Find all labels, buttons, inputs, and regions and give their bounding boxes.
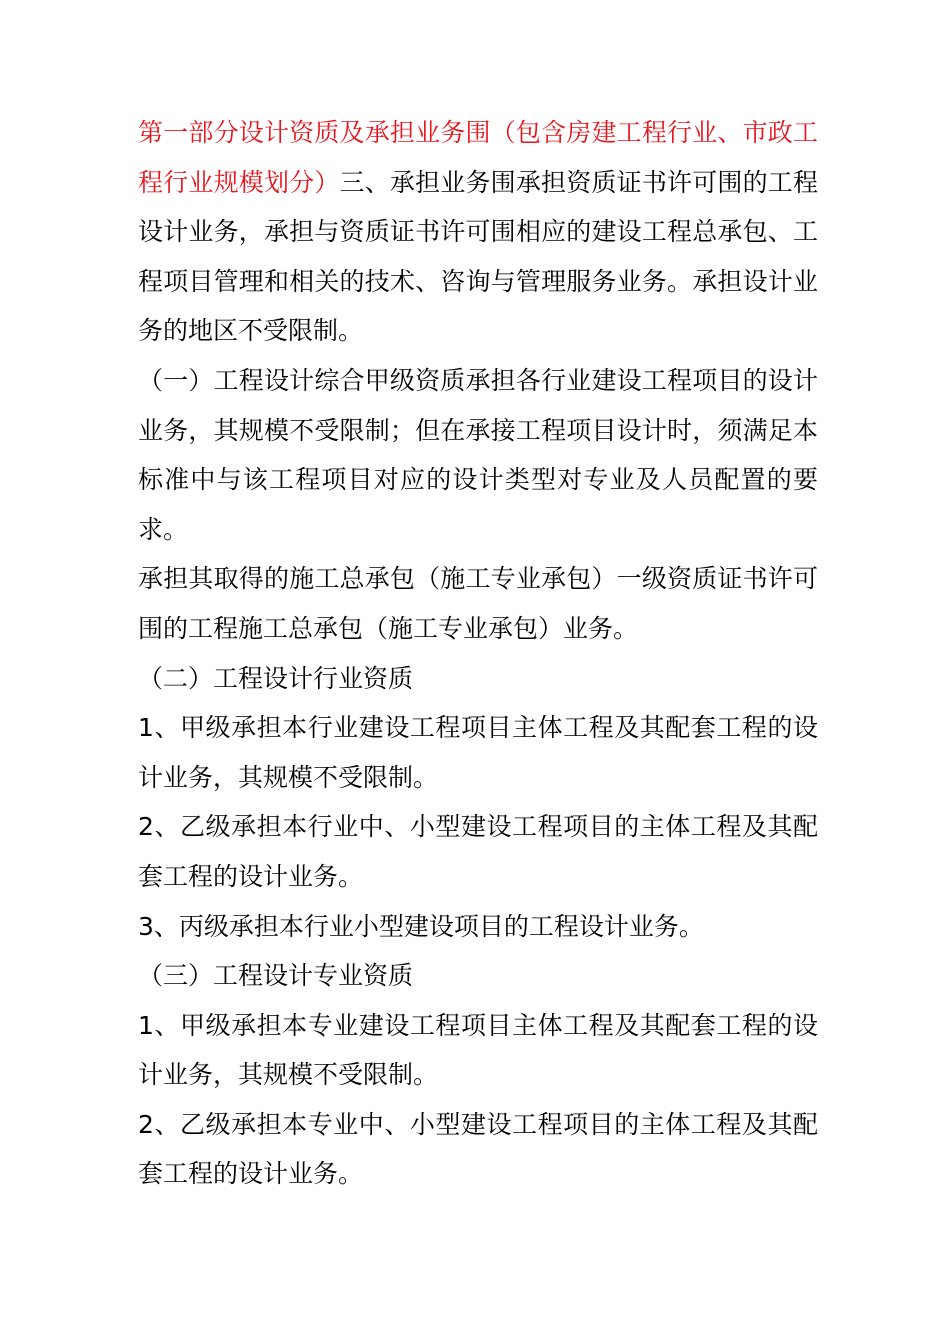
paragraph-comprehensive-grade-a: （一）工程设计综合甲级资质承担各行业建设工程项目的设计业务，其规模不受限制；但在承接工程项目设计时，须满足本标准中与该工程项目对应的设计类型对专业及人员配置的要求。 [138, 365, 818, 544]
intro-paragraph [138, 108, 818, 356]
paragraph-industry-grade-b: 2、乙级承担本行业中、小型建设工程项目的主体工程及其配套工程的设计业务。 [138, 812, 818, 891]
document-body [138, 108, 818, 1199]
paragraph-industry-grade-c: 3、丙级承担本行业小型建设项目的工程设计业务。 [138, 911, 704, 941]
document-title: 第一部分设计资质及承担业务围（包含房建工程行业、市政工程行业规模划分） [138, 118, 818, 197]
paragraph-industry-grade-a: 1、甲级承担本行业建设工程项目主体工程及其配套工程的设计业务，其规模不受限制。 [138, 713, 818, 792]
paragraph-construction-contracting: 承担其取得的施工总承包（施工专业承包）一级资质证书许可围的工程施工总承包（施工专业承包）业务。 [138, 564, 818, 643]
intro-text: 三、承担业务围承担资质证书许可围的工程设计业务，承担与资质证书许可围相应的建设工程总承包、工程项目管理和相关的技术、咨询与管理服务业务。承担设计业务的地区不受限制。 [138, 167, 818, 346]
paragraph-specialty-grade-a: 1、甲级承担本专业建设工程项目主体工程及其配套工程的设计业务，其规模不受限制。 [138, 1010, 818, 1090]
paragraph-specialty-grade-b: 2、乙级承担本专业中、小型建设工程项目的主体工程及其配套工程的设计业务。 [138, 1109, 818, 1189]
section-heading-specialty: （三）工程设计专业资质 [138, 961, 414, 991]
section-heading-industry: （二）工程设计行业资质 [138, 663, 414, 693]
